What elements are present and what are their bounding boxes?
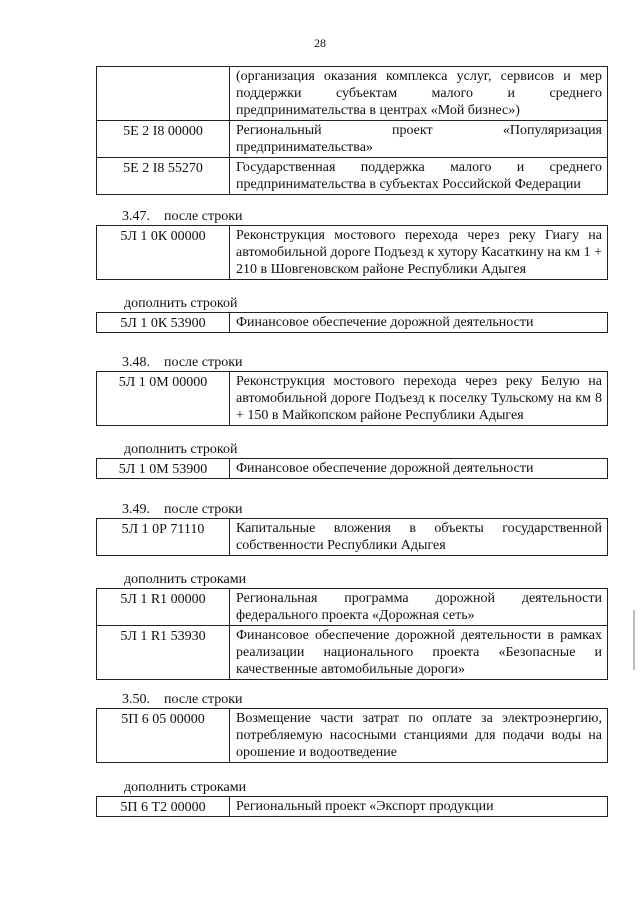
section-instruction: после строки xyxy=(164,502,243,517)
codes-table xyxy=(96,588,608,680)
codes-table xyxy=(96,458,608,479)
row-code: 5Л 1 0К 53900 xyxy=(97,313,230,333)
row-description: Региональная программа дорожной деятельности федерального проекта «Дорожная сеть» xyxy=(230,589,608,626)
codes-table xyxy=(96,518,608,556)
table-row xyxy=(97,158,608,195)
codes-table xyxy=(96,312,608,333)
row-description: Государственная поддержка малого и среднего предпринимательства в субъектах Российской Федерации xyxy=(230,158,608,195)
section-instruction: после строки xyxy=(164,355,243,370)
row-description: Капитальные вложения в объекты государственной собственности Республики Адыгея xyxy=(230,519,608,556)
scan-edge-mark xyxy=(633,610,635,670)
section-label xyxy=(122,355,243,371)
table-row xyxy=(97,626,608,680)
section-label xyxy=(122,692,243,708)
row-description: Финансовое обеспечение дорожной деятельности xyxy=(230,313,608,333)
row-code: 5Л 1 R1 00000 xyxy=(97,589,230,626)
table-row xyxy=(97,313,608,333)
table-row xyxy=(97,519,608,556)
section-number: 3.49. xyxy=(122,502,150,517)
row-code: 5Л 1 R1 53930 xyxy=(97,626,230,680)
row-description: Возмещение части затрат по оплате за электроэнергию, потребляемую насосными станциями для подачи воды на орошение и водоотведение xyxy=(230,709,608,763)
row-code: 5Л 1 0Р 71110 xyxy=(97,519,230,556)
row-description: Финансовое обеспечение дорожной деятельности xyxy=(230,459,608,479)
table-row xyxy=(97,459,608,479)
page-number: 28 xyxy=(314,36,326,50)
section-instruction: дополнить строками xyxy=(124,780,247,795)
row-code: 5Л 1 0М 00000 xyxy=(97,372,230,426)
section-number: 3.50. xyxy=(122,692,150,707)
section-number: 3.47. xyxy=(122,209,150,224)
table-row xyxy=(97,797,608,817)
row-code: 5П 6 05 00000 xyxy=(97,709,230,763)
row-description: Реконструкция мостового перехода через реку Гиагу на автомобильной дороге Подъезд к хутору Касаткину на км 1 + 210 в Шовгеновском районе Республики Адыгея xyxy=(230,226,608,280)
codes-table xyxy=(96,796,608,817)
row-description: Реконструкция мостового перехода через реку Белую на автомобильной дороге Подъезд к поселку Тульскому на км 8 + 150 в Майкопском районе Республики Адыгея xyxy=(230,372,608,426)
row-description: Финансовое обеспечение дорожной деятельности в рамках реализации национального проекта «Безопасные и качественные автомобильные дороги» xyxy=(230,626,608,680)
section-instruction: дополнить строками xyxy=(124,572,247,587)
codes-table xyxy=(96,371,608,426)
row-code: 5П 6 Т2 00000 xyxy=(97,797,230,817)
section-label xyxy=(122,209,243,225)
row-code: 5Л 1 0М 53900 xyxy=(97,459,230,479)
row-code xyxy=(97,67,230,121)
table-row xyxy=(97,372,608,426)
row-description: Региональный проект «Популяризация предпринимательства» xyxy=(230,121,608,158)
codes-table xyxy=(96,225,608,280)
codes-table xyxy=(96,66,608,195)
table-row xyxy=(97,226,608,280)
section-instruction: после строки xyxy=(164,692,243,707)
row-description: Региональный проект «Экспорт продукции xyxy=(230,797,608,817)
section-instruction: дополнить строкой xyxy=(124,442,238,457)
section-label xyxy=(122,502,243,518)
table-row xyxy=(97,67,608,121)
row-description: (организация оказания комплекса услуг, сервисов и мер поддержки субъектам малого и среднего предпринимательства в центрах «Мой бизнес») xyxy=(230,67,608,121)
row-code: 5Е 2 I8 55270 xyxy=(97,158,230,195)
section-instruction: после строки xyxy=(164,209,243,224)
section-number: 3.48. xyxy=(122,355,150,370)
table-row xyxy=(97,589,608,626)
table-row xyxy=(97,121,608,158)
row-code: 5Л 1 0К 00000 xyxy=(97,226,230,280)
table-row xyxy=(97,709,608,763)
section-instruction: дополнить строкой xyxy=(124,296,238,311)
row-code: 5Е 2 I8 00000 xyxy=(97,121,230,158)
codes-table xyxy=(96,708,608,763)
